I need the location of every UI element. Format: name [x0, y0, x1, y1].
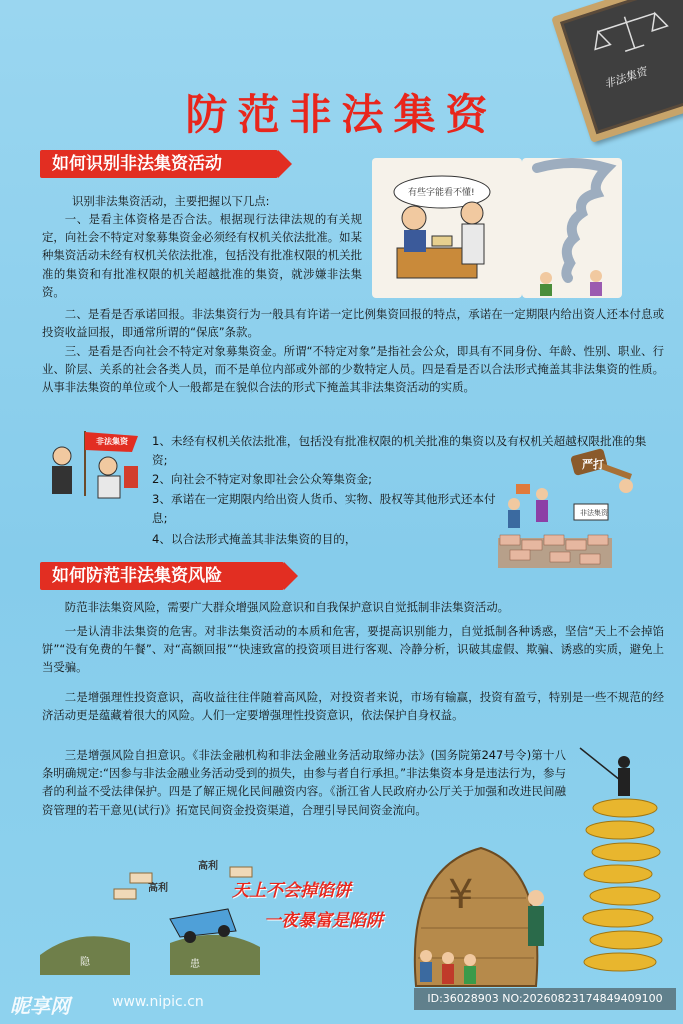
slogan-line-2: 一夜暴富是陷阱 [264, 911, 383, 931]
car-cliff-cartoon [40, 855, 260, 975]
speech-bubble-text: 有些字能看不懂! [408, 188, 475, 198]
section1-list-item-2: 2、向社会不特定对象即社会公众筹集资金; [152, 472, 372, 486]
section1-list-item-3: 3、承诺在一定期限内给出资人货币、实物、股权等其他形式还本付息; [152, 492, 496, 525]
section2-intro: 防范非法集资风险，需要广大群众增强风险意识和自我保护意识自觉抵制非法集资活动。 [64, 600, 510, 614]
svg-text:¥: ¥ [448, 872, 474, 918]
watermark-id: ID:36028903 NO:20260823174849409100 [414, 988, 676, 1010]
section1-para-2: 二、是看是否承诺回报。非法集资行为一般具有许诺一定比例集资回报的特点，承诺在一定期限内给出资人还本付息或投资收益回报，即通常所谓的“保底”条款。 [42, 307, 664, 340]
section1-para-1: 一、是看主体资格是否合法。根据现行法律法规的有关规定，向社会不特定对象募集资金必须经有权机关依法批准。如某种集资活动未经有权机关依法批准，包括没有批准权限的机关批准的集资和有批准权限的机关超越批准的集资，就涉嫌非法集资。 [42, 212, 362, 299]
section1-list-item-4: 4、以合法形式掩盖其非法集资的目的， [152, 532, 357, 546]
gavel-stamp-label: 严打 [582, 458, 604, 471]
road-label-right: 患 [190, 959, 200, 970]
section1-para-3: 三、是看是否向社会不特定对象募集资金。所谓“不特定对象”是指社会公众，即具有不同身份、年龄、性别、职业、行业、阶层、关系的社会各类人员，而不是单位内部或外部的少数特定人员。四是看是否以合法形式掩盖其非法集资的性质。从事非法集资的单位或个人一般都是在貌似合法的形式下掩盖其非法集资活动的实质。 [42, 344, 664, 395]
slogan-line-1: 天上不会掉馅饼 [232, 881, 351, 901]
flag-cartoon-illustration [40, 426, 150, 506]
watermark-url: www.nipic.cn [112, 994, 204, 1010]
road-label-left: 隐 [80, 957, 90, 968]
tornado-illustration [522, 158, 622, 298]
chalkboard-text: 非法集资 [602, 64, 649, 91]
section2-para-1: 一是认清非法集资的危害。对非法集资活动的本质和危害，要提高识别能力，自觉抵制各种诱惑，坚信“天上不会掉馅饼”“没有免费的午餐”、对“高额回报”“快速致富的投资项目进行客观、冷静分析，识破其虚假、欺骗、诱惑的实质，避免上当受骗。 [42, 624, 664, 675]
pie-trap-illustration [386, 838, 566, 988]
section1-intro: 识别非法集资活动，主要把握以下几点: [72, 194, 270, 208]
car-top-label: 高利 [198, 861, 218, 872]
section1-header: 如何识别非法集资活动 [40, 150, 278, 178]
section2-para-3: 三是增强风险自担意识。《非法金融机构和非法金融业务活动取缔办法》(国务院第247号令)第十八条明确规定:“因参与非法金融业务活动受到的损失，由参与者自行承担。”非法集资本身是违法行为，参与者的利益不受法律保护。四是了解正规化民间融资内容。《浙江省人民政府办公厅关于加强和改进民间融资管理的若干意见(试行)》拓宽民间资金投资渠道，合理引导民间资金流向。 [42, 748, 566, 817]
watermark-site: 昵享网 [10, 994, 70, 1018]
gold-coins-illustration [560, 740, 670, 990]
section2-para-2: 二是增强理性投资意识，高收益往往伴随着高风险，对投资者来说，市场有输赢，投资有盈亏，特别是一些不规范的经济活动更是蕴藏着很大的风险。人们一定要增强理性投资意识，依法保护自身权益。 [42, 690, 664, 723]
section1-list-item-1: 1、未经有权机关依法批准，包括没有批准权限的机关批准的集资以及有权机关超越权限批准的集资; [152, 434, 647, 467]
page-title: 防范非法集资 [185, 90, 498, 139]
flag-label: 非法集资 [96, 437, 128, 446]
section2-header: 如何防范非法集资风险 [40, 562, 284, 590]
car-side-label: 高利 [148, 883, 168, 894]
money-pile-illustration [490, 480, 620, 572]
money-pile-sign: 非法集资 [580, 509, 608, 517]
office-scene-illustration [372, 158, 522, 298]
